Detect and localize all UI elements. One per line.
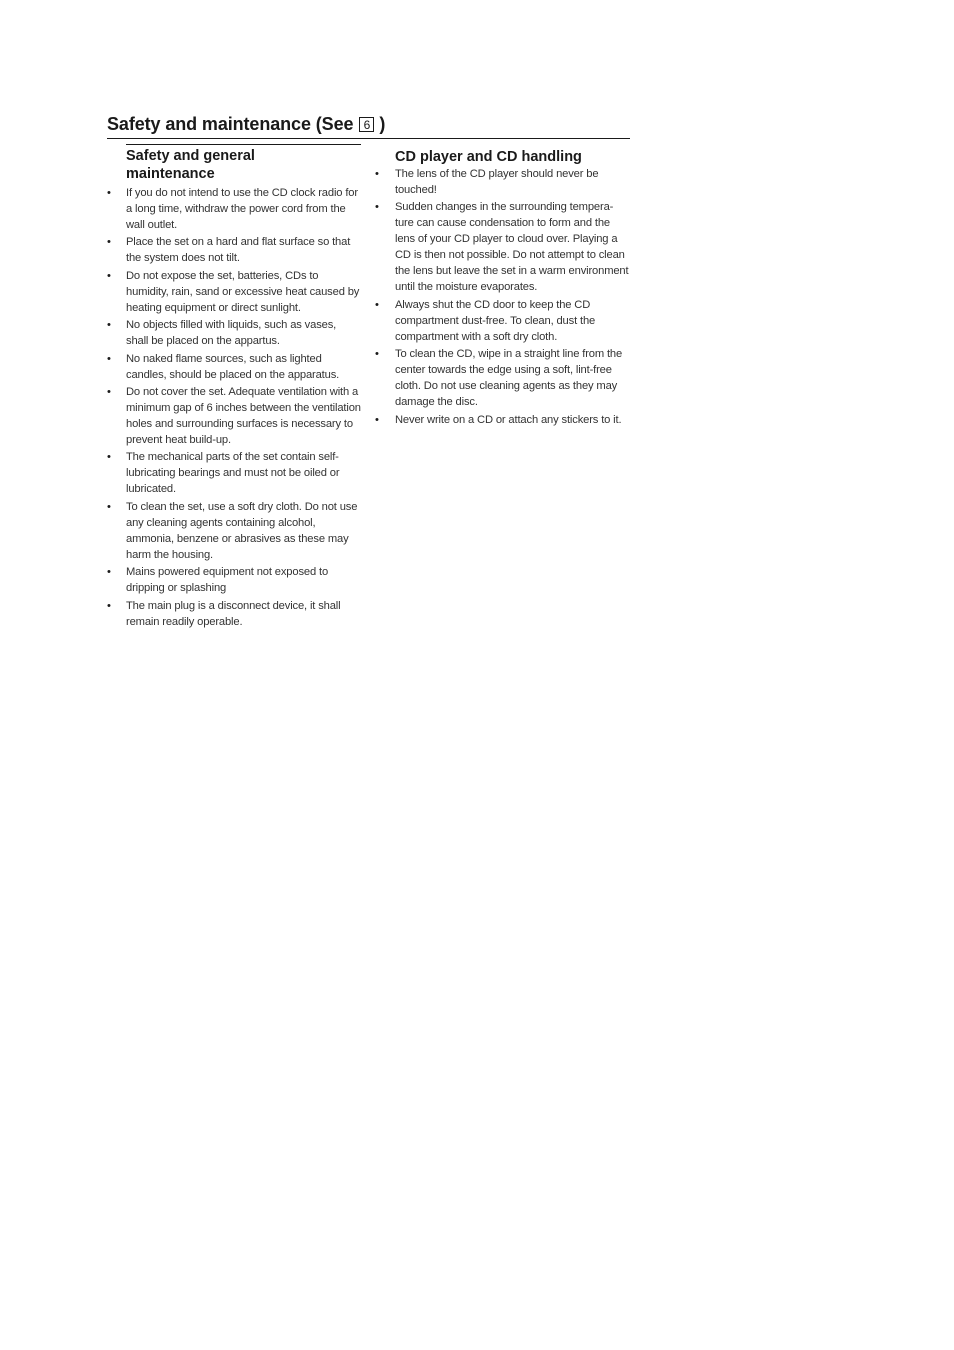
list-item: • Always shut the CD door to keep the CD compartment dust-free. To clean, dust the compartment with a soft dry cloth.: [375, 297, 630, 345]
list-item: • The lens of the CD player should never be touched!: [375, 166, 630, 198]
list-item: • Do not cover the set. Adequate ventilation with a minimum gap of 6 inches between the ventilation holes and surrounding surfaces is necessary to prevent heat build-up.: [107, 384, 361, 448]
section-heading-safety: Safety and general maintenance: [126, 148, 255, 182]
list-item: • Place the set on a hard and flat surface so that the system does not tilt.: [107, 234, 361, 266]
page-title: [107, 112, 385, 136]
safety-list: [107, 185, 361, 630]
section-heading-cd: CD player and CD handling: [395, 149, 582, 165]
list-item: • Sudden changes in the surrounding tempera-ture can cause condensation to form and the lens of your CD player to cloud over. Playing a CD is then not possible. Do not attempt to clean the lens but leave the set in a warm environment until the moisture evaporates.: [375, 199, 630, 295]
list-item: • If you do not intend to use the CD clock radio for a long time, withdraw the power cord from the wall outlet.: [107, 185, 361, 233]
list-item: • The mechanical parts of the set contain self-lubricating bearings and must not be oiled or lubricated.: [107, 449, 361, 497]
page-title-close: ): [379, 114, 386, 134]
list-item: • Do not expose the set, batteries, CDs to humidity, rain, sand or excessive heat caused by heating equipment or direct sunlight.: [107, 268, 361, 316]
list-item: • Mains powered equipment not exposed to dripping or splashing: [107, 564, 361, 596]
right-column: [375, 144, 630, 429]
list-item: • No naked flame sources, such as lighted candles, should be placed on the apparatus.: [107, 351, 361, 383]
list-item: • The main plug is a disconnect device, it shall remain readily operable.: [107, 598, 361, 630]
figure-reference-box: 6: [359, 117, 374, 132]
page-title-row: [107, 112, 630, 139]
list-item: • To clean the CD, wipe in a straight line from the center towards the edge using a soft, lint-free cloth. Do not use cleaning agents as they may damage the disc.: [375, 346, 630, 410]
left-column: [107, 144, 361, 631]
list-item: • Never write on a CD or attach any stickers to it.: [375, 412, 630, 428]
cd-handling-list: [375, 166, 630, 428]
list-item: • No objects filled with liquids, such as vases, shall be placed on the appartus.: [107, 317, 361, 349]
page-title-text: Safety and maintenance (See: [107, 114, 354, 134]
list-item: • To clean the set, use a soft dry cloth. Do not use any cleaning agents containing alcohol, ammonia, benzene or abrasives as these may harm the housing.: [107, 499, 361, 563]
